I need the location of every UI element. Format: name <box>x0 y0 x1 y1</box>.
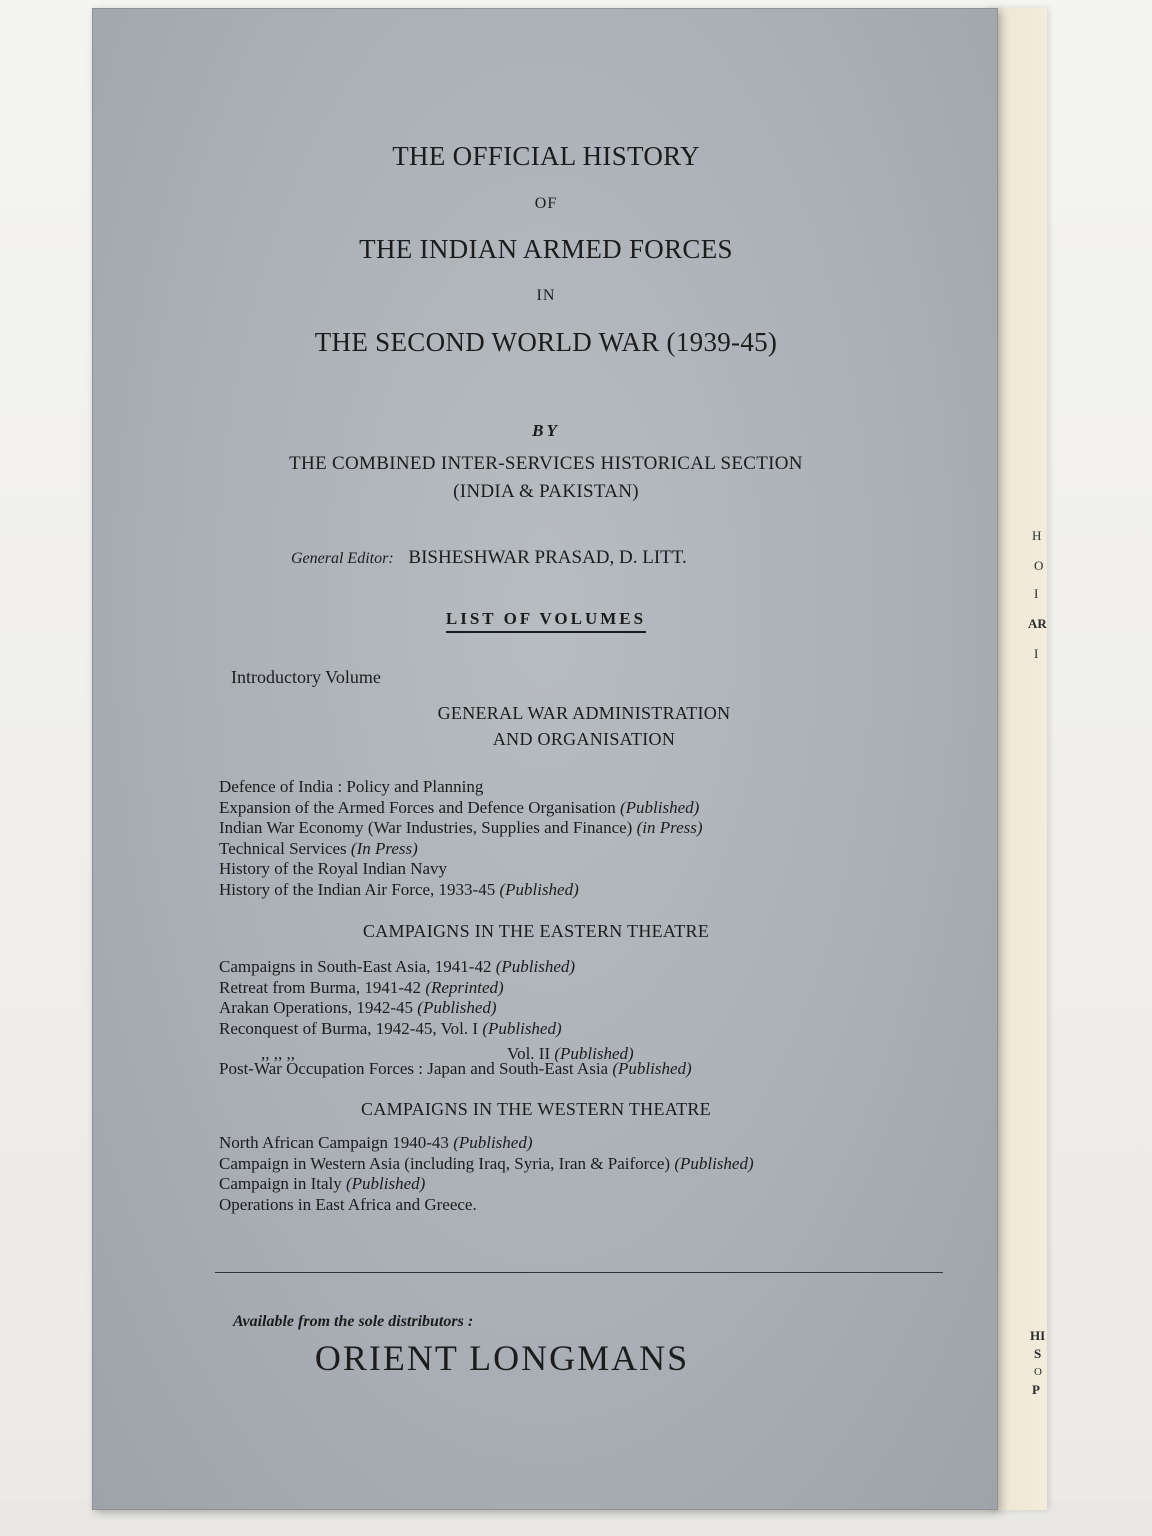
spine-letter: O <box>1034 1366 1042 1378</box>
list-item: North African Campaign 1940-43 (Published) <box>219 1133 533 1152</box>
spine-letter: I <box>1034 586 1039 601</box>
author-line-2: (INDIA & PAKISTAN) <box>453 481 639 502</box>
ditto-marks: ,, ,, ,, <box>261 1044 295 1063</box>
list-item: Operations in East Africa and Greece. <box>219 1194 477 1214</box>
spine-letter: I <box>1034 646 1039 661</box>
list-heading-text: LIST OF VOLUMES <box>446 609 646 633</box>
spine-letter: P <box>1032 1382 1040 1397</box>
title-line-2: THE INDIAN ARMED FORCES <box>359 234 733 264</box>
general-editor <box>291 547 687 569</box>
list-item: Technical Services (In Press) <box>219 838 418 858</box>
title-of: OF <box>534 195 558 212</box>
list-item: Campaign in Italy (Published) <box>219 1174 426 1193</box>
ditto-note: (Published) <box>554 1044 634 1063</box>
section-heading: CAMPAIGNS IN THE WESTERN THEATRE <box>361 1099 711 1119</box>
editor-label: General Editor: <box>291 550 394 567</box>
section-heading: AND ORGANISATION <box>492 729 676 749</box>
spine-letter: O <box>1034 558 1044 573</box>
divider-rule <box>215 1272 943 1273</box>
editor-name: BISHESHWAR PRASAD, D. LITT. <box>408 547 687 568</box>
title-in: IN <box>536 287 556 304</box>
spine-letter: S <box>1034 1346 1042 1361</box>
volume-list-eastern <box>219 957 575 1039</box>
title-line-3: THE SECOND WORLD WAR (1939-45) <box>314 327 778 357</box>
section-heading: CAMPAIGNS IN THE EASTERN THEATRE <box>362 921 710 941</box>
list-item: History of the Indian Air Force, 1933-45 (Published) <box>219 879 579 899</box>
author-line-1: THE COMBINED INTER-SERVICES HISTORICAL SECTION <box>289 453 803 474</box>
list-item: Campaign in Western Asia (including Iraq, Syria, Iran & Paiforce) (Published) <box>219 1153 754 1173</box>
list-item: Indian War Economy (War Industries, Supplies and Finance) (in Press) <box>219 818 703 837</box>
section-heading: GENERAL WAR ADMINISTRATION <box>437 703 731 723</box>
publisher-name: ORIENT LONGMANS <box>314 1338 690 1378</box>
list-item: Arakan Operations, 1942-45 (Published) <box>219 998 497 1017</box>
list-item: Campaigns in South-East Asia, 1941-42 (Published) <box>219 957 576 976</box>
distributor-label: Available from the sole distributors : <box>233 1313 474 1330</box>
spine-letter: HI <box>1030 1328 1046 1343</box>
title-line-1: THE OFFICIAL HISTORY <box>392 141 700 171</box>
volume-list-admin <box>219 777 703 900</box>
ditto-text: Vol. II <box>507 1044 555 1063</box>
book-back-cover <box>92 8 998 1510</box>
volume-list-eastern-last <box>219 1059 692 1080</box>
spine-letter: AR <box>1028 616 1047 631</box>
list-item: Reconquest of Burma, 1942-45, Vol. I (Published) <box>219 1018 562 1038</box>
list-item: Expansion of the Armed Forces and Defence Organisation (Published) <box>219 797 700 817</box>
list-item: Post-War Occupation Forces : Japan and South-East Asia (Published) <box>219 1059 692 1078</box>
spine-letter: H <box>1032 528 1042 543</box>
list-heading <box>93 609 999 629</box>
volume-list-western <box>219 1133 754 1215</box>
list-item: Retreat from Burma, 1941-42 (Reprinted) <box>219 977 504 997</box>
by-label: BY <box>532 421 560 440</box>
list-item: History of the Royal Indian Navy <box>219 859 448 878</box>
intro-volume-label: Introductory Volume <box>231 667 381 687</box>
list-item: Defence of India : Policy and Planning <box>219 777 484 796</box>
